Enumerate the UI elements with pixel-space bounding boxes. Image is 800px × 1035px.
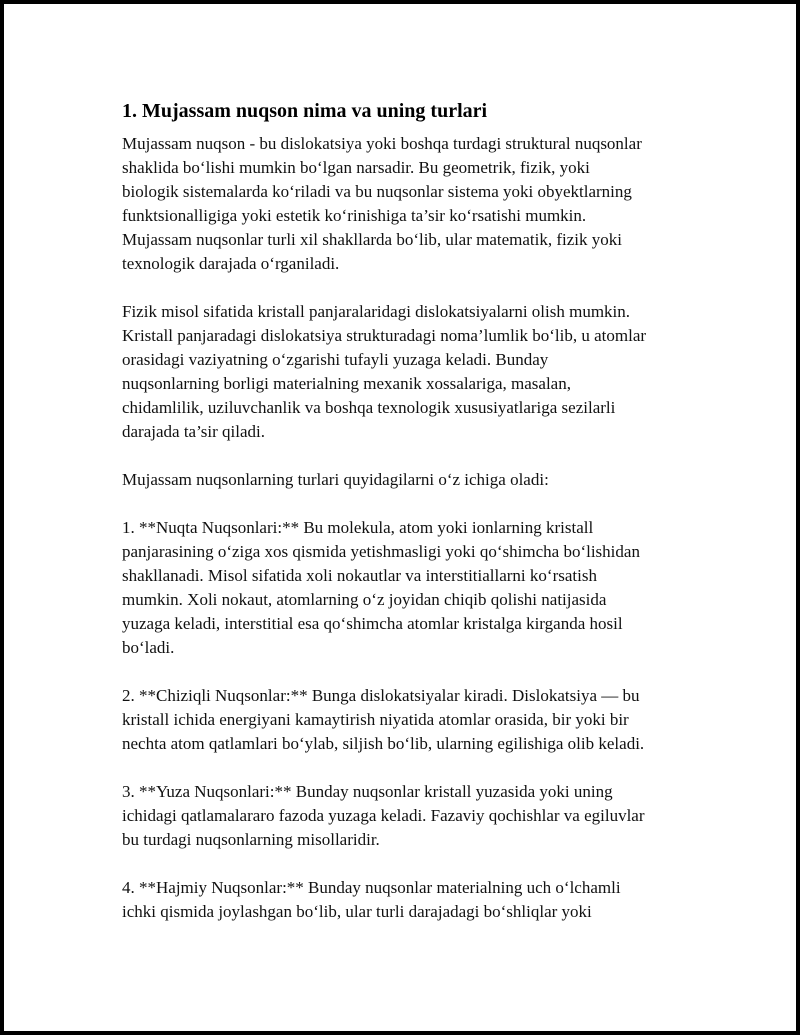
- paragraph-definition: Mujassam nuqson - bu dislokatsiya yoki boshqa turdagi struktural nuqsonlar shaklida bo‘lishi mumkin bo‘lgan narsadir. Bu geometrik, fizik, yoki biologik sistemalarda ko‘riladi va bu nuqsonlar sistema yoki obyektlarning funktsionalligiga yoki estetik ko‘rinishiga ta’sir ko‘rsatishi mumkin. Mujassam nuqsonlar turli xil shakllarda bo‘lib, ular matematik, fizik yoki texnologik darajada o‘rganiladi.: [122, 134, 642, 273]
- paragraph-types-intro: Mujassam nuqsonlarning turlari quyidagilarni o‘z ichiga oladi:: [122, 470, 549, 489]
- list-item-surface-defects: 3. **Yuza Nuqsonlari:** Bunday nuqsonlar kristall yuzasida yoki uning ichidagi qatlamalararo fazoda yuzaga keladi. Fazaviy qochishlar va egiluvlar bu turdagi nuqsonlarning misollaridir.: [122, 782, 645, 849]
- section-heading: 1. Mujassam nuqson nima va uning turlari: [122, 100, 488, 122]
- list-item-line-defects: 2. **Chiziqli Nuqsonlar:** Bunga dislokatsiyalar kiradi. Dislokatsiya — bu kristall ichida energiyani kamaytirish niyatida atomlar orasida, bir yoki bir nechta atom qatlamlari bo‘ylab, siljish bo‘lib, ularning egilishiga olib keladi.: [122, 686, 645, 753]
- list-item-volume-defects: 4. **Hajmiy Nuqsonlar:** Bunday nuqsonlar materialning uch o‘lchamli ichki qismida joylashgan bo‘lib, ular turli darajadagi bo‘shliqlar yoki: [122, 878, 621, 921]
- list-item-point-defects: 1. **Nuqta Nuqsonlari:** Bu molekula, atom yoki ionlarning kristall panjarasining o‘ziga xos qismida yetishmasligi yoki qo‘shimcha bo‘lishidan shakllanadi. Misol sifatida xoli nokautlar va interstitiallarni ko‘rsatish mumkin. Xoli nokaut, atomlarning o‘z joyidan chiqib qolishi natijasida yuzaga keladi, interstitial esa qo‘shimcha atomlar kristalga kirganda hosil bo‘ladi.: [122, 518, 640, 657]
- paragraph-physical-example: Fizik misol sifatida kristall panjaralaridagi dislokatsiyalarni olish mumkin. Kristall panjaradagi dislokatsiya strukturadagi noma’lumlik bo‘lib, u atomlar orasidagi vaziyatning o‘zgarishi tufayli yuzaga keladi. Bunday nuqsonlarning borligi materialning mexanik xossalariga, masalan, chidamlilik, uziluvchanlik va boshqa texnologik xususiyatlariga sezilarli darajada ta’sir qiladi.: [122, 302, 647, 441]
- document-body: [122, 98, 692, 948]
